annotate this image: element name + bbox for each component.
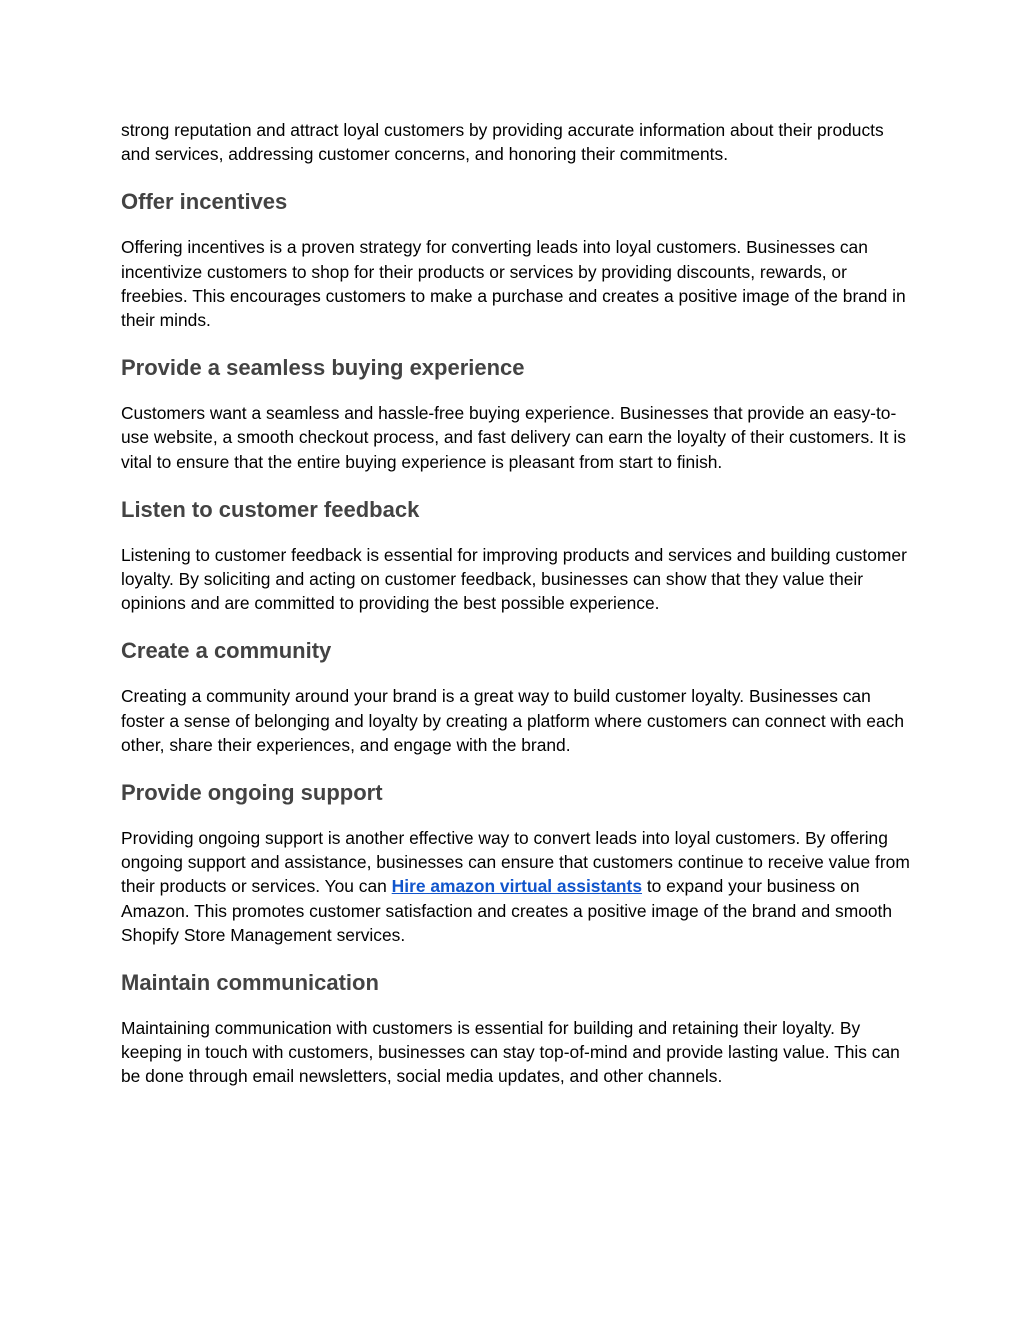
section-offer-incentives: [121, 189, 911, 332]
section-create-community: [121, 638, 911, 757]
section-ongoing-support: [121, 780, 911, 947]
section-seamless-buying: [121, 355, 911, 474]
intro-paragraph: strong reputation and attract loyal customers by providing accurate information about their products and services, addressing customer concerns, and honoring their commitments.: [121, 120, 884, 165]
paragraph-text-before-link: Providing ongoing support is another effective way to convert leads into loyal customers. By offering ongoing support and assistance, businesses can ensure that customers continue to receive value from their products or services. You can: [121, 828, 910, 897]
section-paragraph: [121, 826, 911, 947]
section-heading: Maintain communication: [121, 970, 379, 996]
hire-amazon-virtual-assistants-link[interactable]: Hire amazon virtual assistants: [391, 876, 643, 897]
section-heading: Create a community: [121, 638, 332, 664]
section-heading: Provide a seamless buying experience: [121, 355, 525, 381]
section-paragraph: Maintaining communication with customers is essential for building and retaining their loyalty. By keeping in touch with customers, businesses can stay top-of-mind and provide lasting value. This can be done through email newsletters, social media updates, and other channels.: [121, 1018, 900, 1087]
section-maintain-communication: [121, 970, 911, 1089]
section-heading: Provide ongoing support: [121, 780, 383, 806]
section-heading: Listen to customer feedback: [121, 496, 420, 522]
section-paragraph: Creating a community around your brand is a great way to build customer loyalty. Businesses can foster a sense of belonging and loyalty by creating a platform where customers can connect with each other, share their experiences, and engage with the brand.: [121, 686, 905, 755]
section-paragraph: Offering incentives is a proven strategy for converting leads into loyal customers. Businesses can incentivize customers to shop for their products or services by providing discounts, rewards, or freebies. This encourages customers to make a purchase and creates a positive image of the brand in their minds.: [121, 237, 906, 331]
section-heading: Offer incentives: [121, 189, 288, 215]
section-paragraph: Customers want a seamless and hassle-free buying experience. Businesses that provide an easy-to-use website, a smooth checkout process, and fast delivery can earn the loyalty of their customers. It is vital to ensure that the entire buying experience is pleasant from start to finish.: [121, 403, 906, 472]
paragraph-text-after-link: to expand your business on Amazon. This promotes customer satisfaction and creates a positive image of the brand and smooth Shopify Store Management services.: [121, 876, 893, 945]
document-page: [121, 118, 911, 1112]
section-customer-feedback: [121, 497, 911, 616]
section-paragraph: Listening to customer feedback is essential for improving products and services and building customer loyalty. By soliciting and acting on customer feedback, businesses can show that they value their opinions and are committed to providing the best possible experience.: [121, 544, 907, 614]
